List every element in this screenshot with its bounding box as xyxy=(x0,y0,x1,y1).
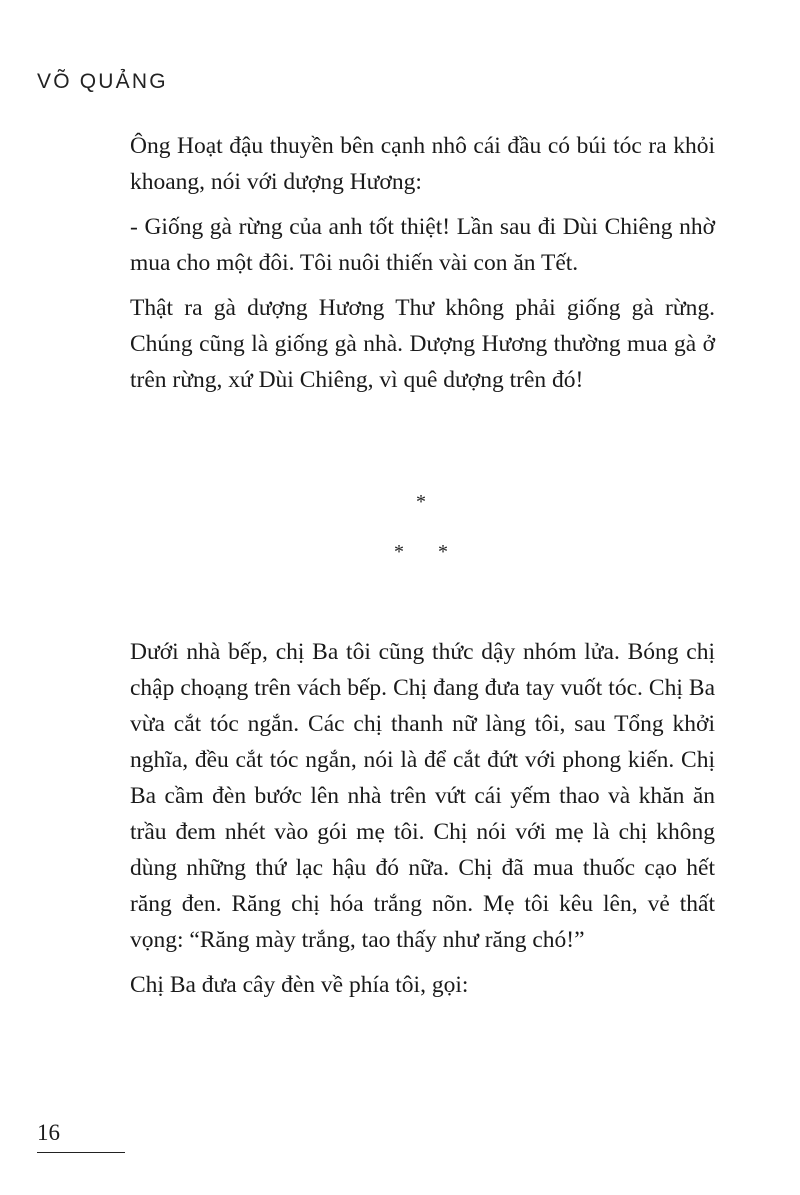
section-divider-star-right: * xyxy=(438,541,448,563)
section-one xyxy=(130,128,715,398)
paragraph: Dưới nhà bếp, chị Ba tôi cũng thức dậy nhóm lửa. Bóng chị chập choạng trên vách bếp. Chị đang đưa tay vuốt tóc. Chị Ba vừa cắt tóc ngắn. Các chị thanh nữ làng tôi, sau Tổng khởi nghĩa, đều cắt tóc ngắn, nói là để cắt đứt với phong kiến. Chị Ba cầm đèn bước lên nhà trên vứt cái yếm thao và khăn ăn trầu đem nhét vào gói mẹ tôi. Chị nói với mẹ là chị không dùng những thứ lạc hậu đó nữa. Chị đã mua thuốc cạo hết răng đen. Răng chị hóa trắng nõn. Mẹ tôi kêu lên, vẻ thất vọng: “Răng mày trắng, tao thấy như răng chó!” xyxy=(130,639,715,953)
paragraph: Thật ra gà dượng Hương Thư không phải giống gà rừng. Chúng cũng là giống gà nhà. Dượng Hương thường mua gà ở trên rừng, xứ Dùi Chiêng, vì quê dượng trên đó! xyxy=(130,295,715,393)
section-divider-star-top: * xyxy=(416,491,426,513)
paragraph: - Giống gà rừng của anh tốt thiệt! Lần sau đi Dùi Chiêng nhờ mua cho một đôi. Tôi nuôi thiến vài con ăn Tết. xyxy=(130,214,715,276)
section-divider-star-left: * xyxy=(394,541,404,563)
running-head-author: VÕ QUẢNG xyxy=(37,70,168,93)
paragraph: Ông Hoạt đậu thuyền bên cạnh nhô cái đầu có búi tóc ra khỏi khoang, nói với dượng Hương: xyxy=(130,133,715,195)
page-number-rule xyxy=(37,1152,125,1153)
page-number: 16 xyxy=(37,1120,60,1145)
section-two xyxy=(130,634,715,1003)
paragraph: Chị Ba đưa cây đèn về phía tôi, gọi: xyxy=(130,972,469,998)
